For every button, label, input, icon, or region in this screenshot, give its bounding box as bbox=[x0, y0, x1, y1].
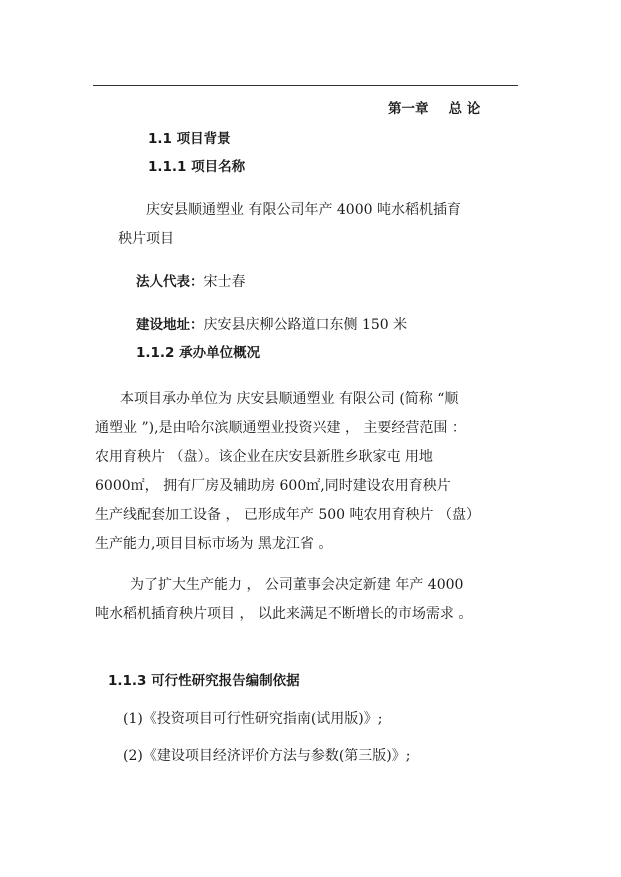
expansion-line: 吨水稻机插育秧片项目 ， 以此来满足不断增长的市场需求 。 bbox=[95, 606, 473, 622]
address-value: 庆安县庆柳公路道口东侧 150 米 bbox=[203, 317, 408, 333]
overview-line: 生产能力,项目目标市场为 黑龙江省 。 bbox=[95, 536, 333, 552]
overview-line: 本项目承办单位为 庆安县顺通塑业 有限公司 (简称 “顺 bbox=[120, 391, 459, 407]
chapter-number: 第一章 bbox=[388, 101, 429, 117]
overview-paragraph bbox=[95, 385, 515, 559]
section-heading-1-1-1: 1.1.1 项目名称 bbox=[148, 159, 246, 175]
overview-line: 生产线配套加工设备 ， 已形成年产 500 吨农用育秧片 （盘） bbox=[95, 507, 480, 523]
header-rule bbox=[93, 85, 518, 86]
reference-item: (2)《建设项目经济评价方法与参数(第三版)》; bbox=[123, 748, 411, 764]
section-heading-1-1: 1.1 项目背景 bbox=[148, 131, 231, 147]
legal-representative bbox=[136, 273, 246, 291]
overview-line: 6000㎡， 拥有厂房及辅助房 600㎡,同时建设农用育秧片 bbox=[95, 478, 451, 494]
chapter-title: 总 论 bbox=[448, 101, 481, 117]
legal-rep-label: 法人代表： bbox=[136, 274, 204, 290]
reference-item: (1)《投资项目可行性研究指南(试用版)》; bbox=[123, 711, 383, 727]
chapter-heading bbox=[388, 100, 480, 118]
expansion-line: 为了扩大生产能力 ， 公司董事会决定新建 年产 4000 bbox=[130, 577, 464, 593]
project-name-line-1: 庆安县顺通塑业 有限公司年产 4000 吨水稻机插育 bbox=[146, 202, 461, 218]
construction-address bbox=[136, 316, 407, 334]
address-label: 建设地址： bbox=[136, 317, 204, 333]
overview-line: 农用育秧片 （盘）。该企业在庆安县新胜乡耿家屯 用地 bbox=[95, 449, 433, 465]
legal-rep-value: 宋士春 bbox=[203, 274, 246, 290]
section-heading-1-1-3: 1.1.3 可行性研究报告编制依据 bbox=[108, 673, 300, 689]
section-heading-1-1-2: 1.1.2 承办单位概况 bbox=[136, 345, 261, 361]
expansion-paragraph bbox=[95, 571, 515, 629]
overview-line: 通塑业 ”),是由哈尔滨顺通塑业投资兴建 ， 主要经营范围 ： bbox=[95, 420, 466, 436]
project-name-line-2: 秧片项目 bbox=[118, 231, 174, 247]
